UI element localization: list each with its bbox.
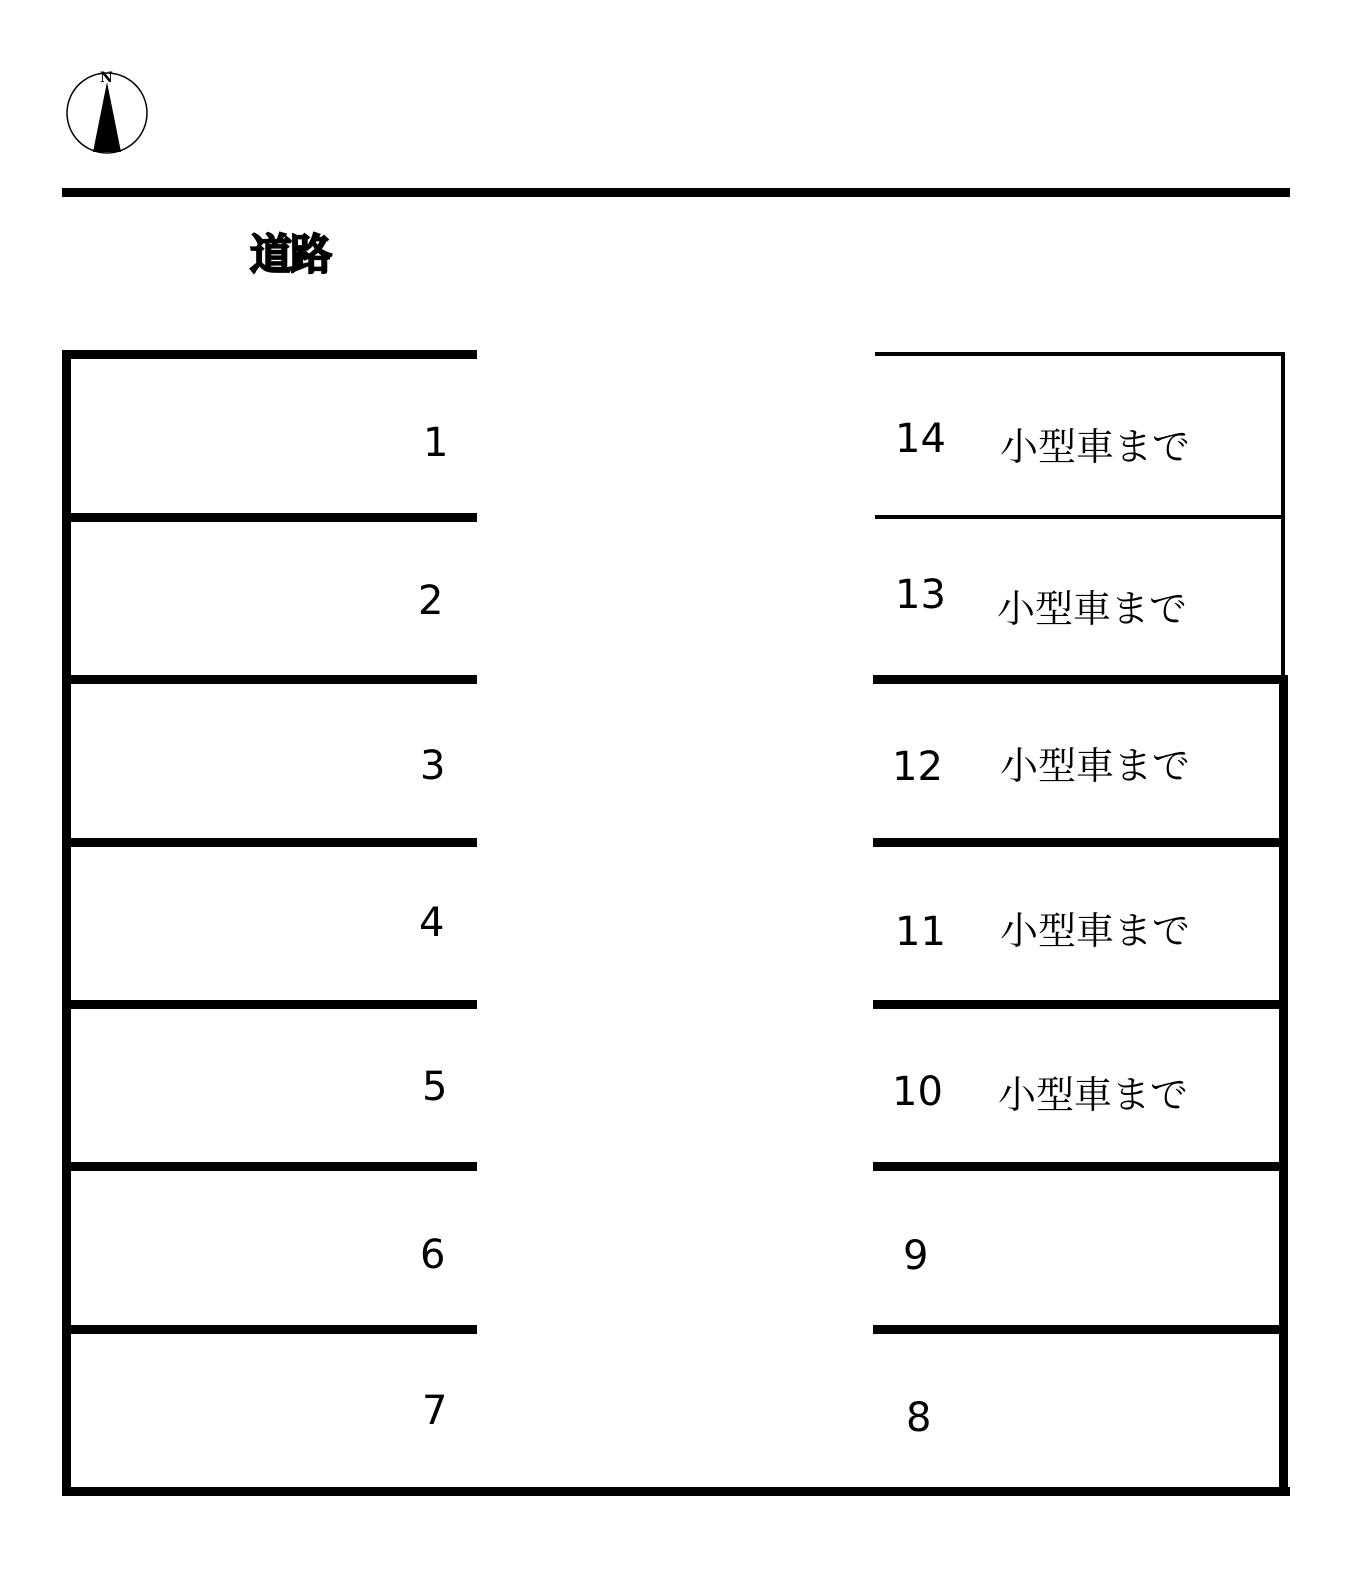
space-number-2: 2	[418, 578, 444, 624]
space-number-9: 9	[903, 1233, 929, 1279]
divider	[62, 1325, 477, 1334]
space-number-14: 14	[895, 416, 946, 462]
road-line	[62, 188, 1290, 197]
compass-n-label: N	[100, 70, 113, 86]
space-note-10: 小型車まで	[998, 1073, 1189, 1117]
north-arrow-icon	[62, 68, 152, 158]
divider	[62, 1000, 477, 1009]
divider	[62, 513, 477, 522]
space-number-7: 7	[422, 1388, 448, 1434]
space-number-12: 12	[892, 744, 943, 790]
divider	[875, 515, 1285, 519]
divider	[873, 1162, 1288, 1171]
space-number-11: 11	[895, 909, 946, 955]
space-note-14: 小型車まで	[1000, 425, 1191, 469]
divider	[873, 838, 1288, 847]
divider	[62, 838, 477, 847]
divider	[875, 352, 1285, 356]
bottom-wall	[62, 1487, 1290, 1496]
space-number-6: 6	[420, 1232, 446, 1278]
right-block-outer-wall	[1279, 675, 1288, 1496]
space-number-1: 1	[423, 420, 449, 466]
space-note-12: 小型車まで	[1000, 744, 1191, 788]
space-number-10: 10	[892, 1069, 943, 1115]
space-note-13: 小型車まで	[997, 587, 1188, 631]
space-number-3: 3	[420, 743, 446, 789]
divider	[873, 1325, 1288, 1334]
divider	[873, 675, 1288, 684]
space-note-11: 小型車まで	[1000, 909, 1191, 953]
road-label: 道路	[250, 230, 331, 279]
space-number-4: 4	[419, 900, 445, 946]
space-number-5: 5	[422, 1064, 448, 1110]
space-number-8: 8	[906, 1395, 932, 1441]
space-number-13: 13	[895, 572, 946, 618]
divider	[62, 350, 477, 359]
divider	[873, 1000, 1288, 1009]
divider	[62, 1162, 477, 1171]
divider	[62, 675, 477, 684]
